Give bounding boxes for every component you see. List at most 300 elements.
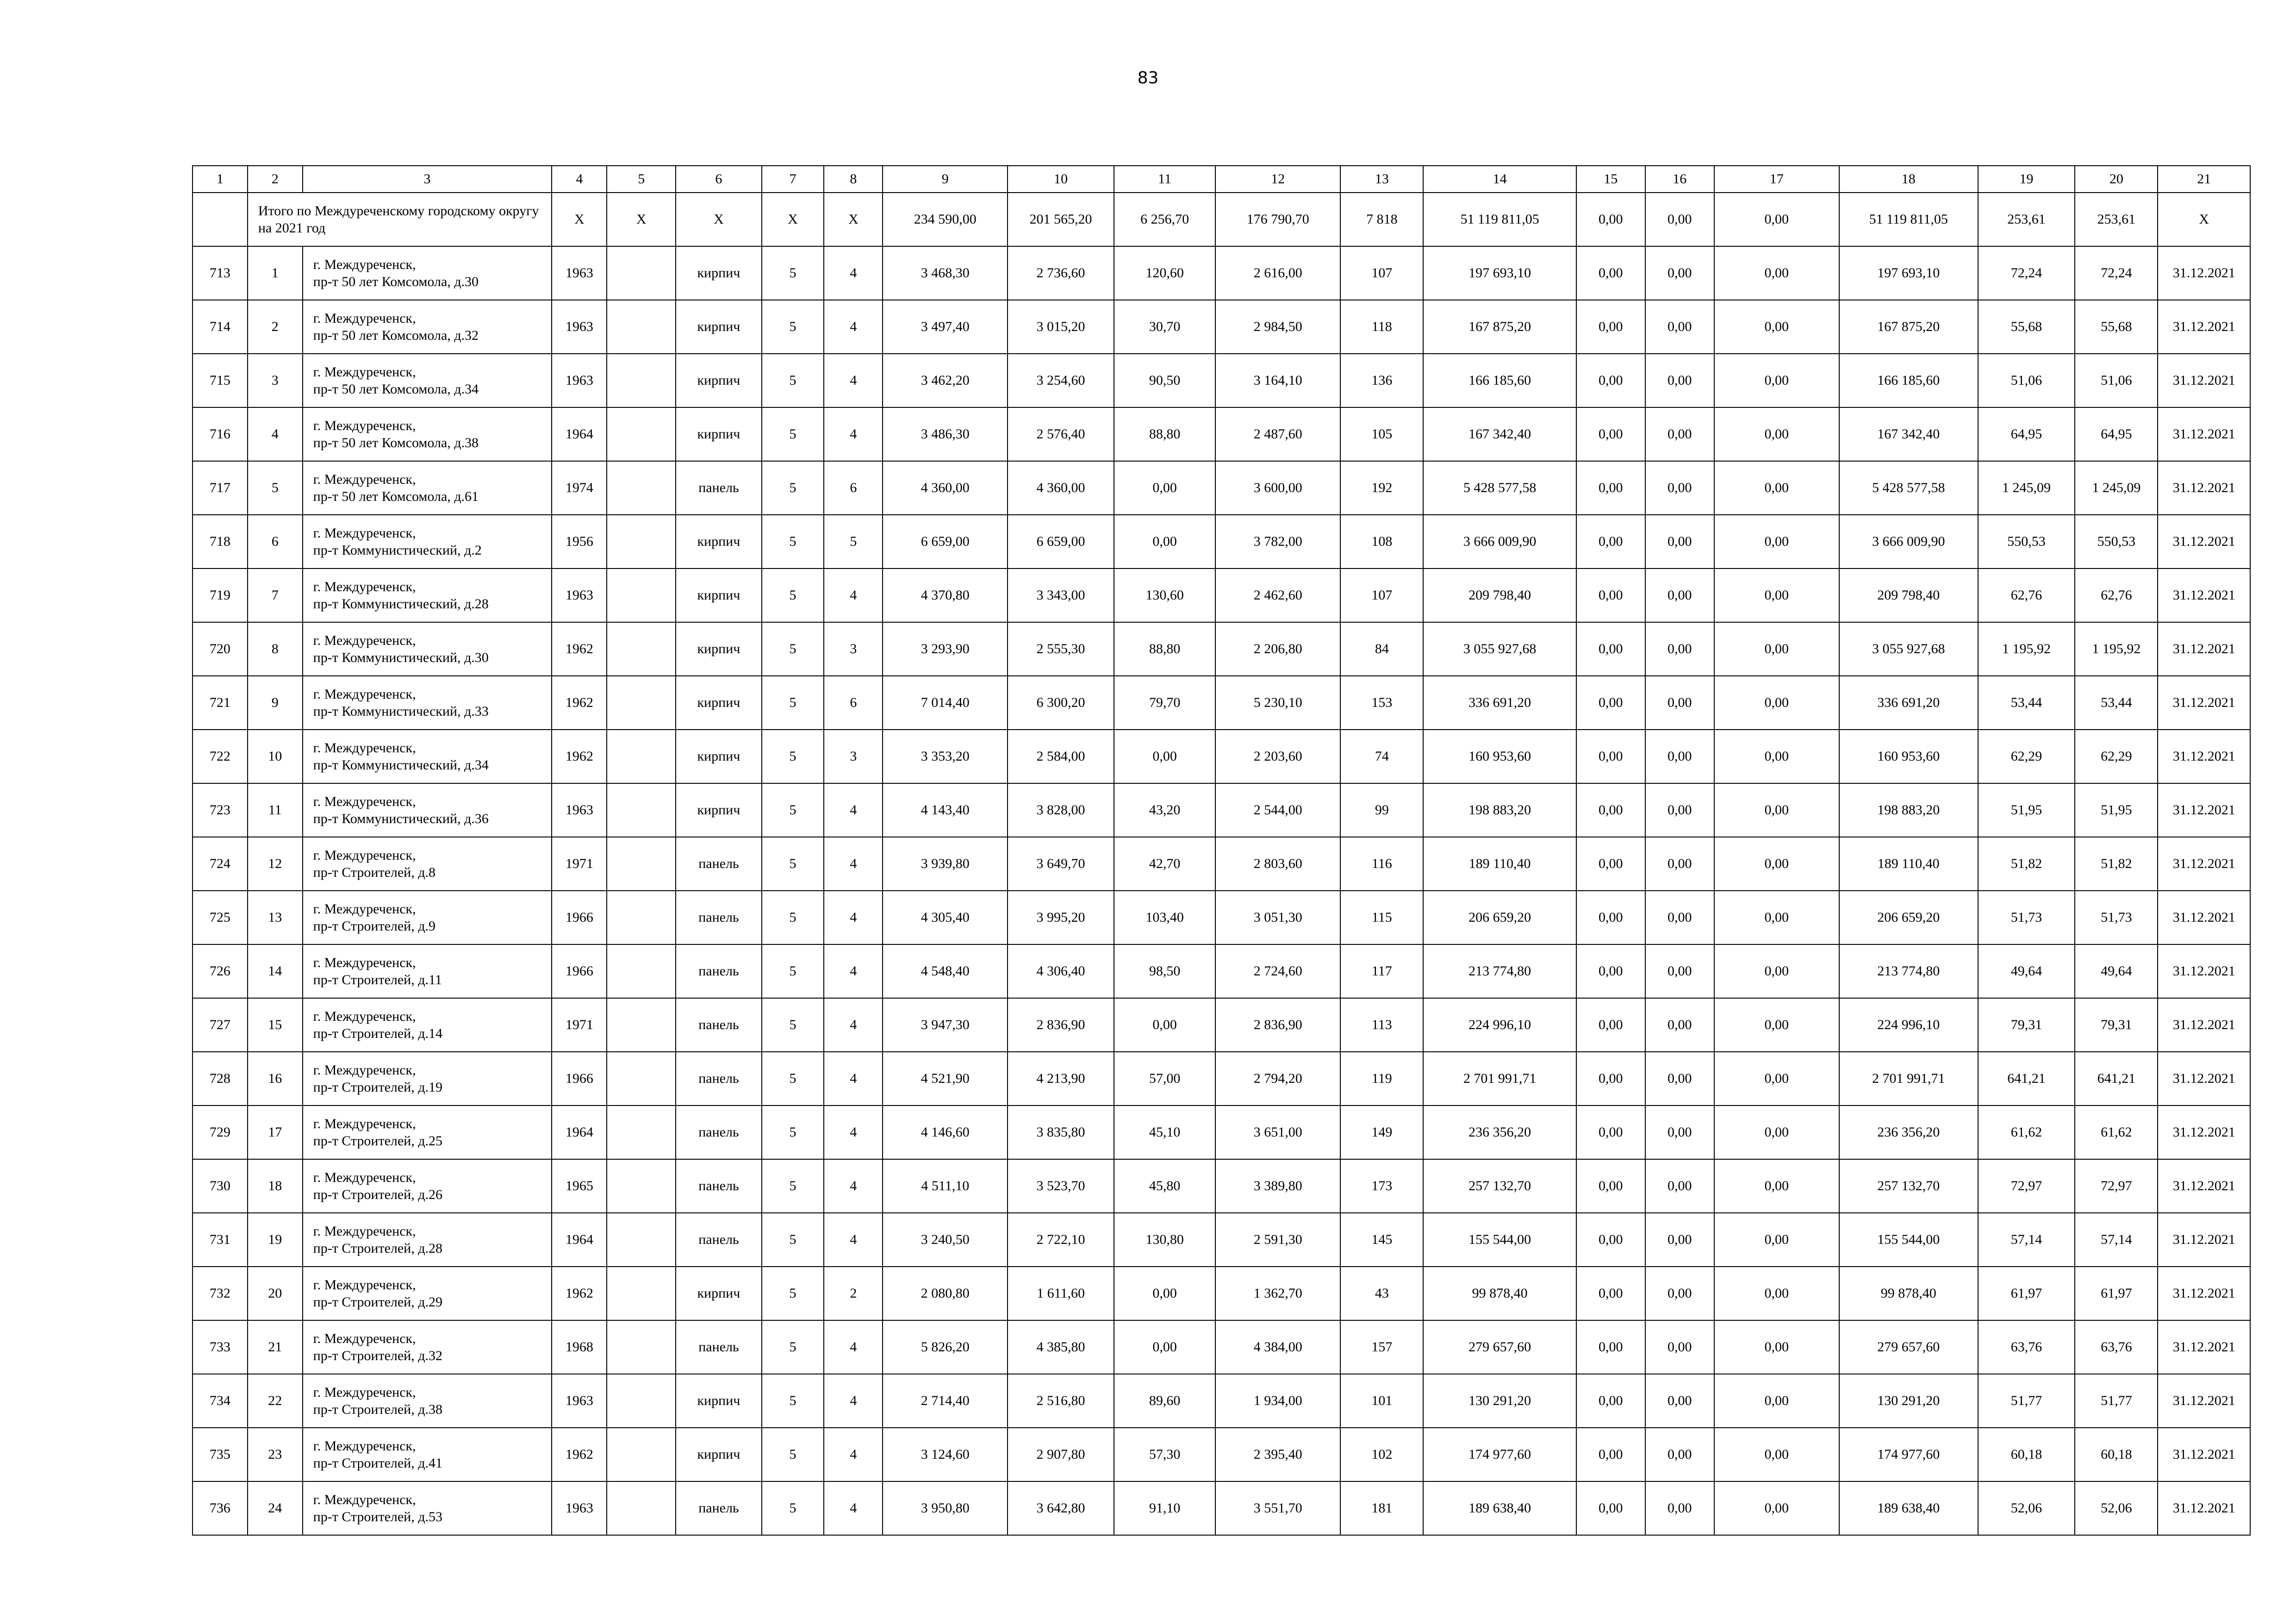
cell-col-1: 714	[193, 300, 248, 354]
cell-col-12: 3 782,00	[1215, 515, 1340, 568]
cell-col-19: 64,95	[1978, 407, 2075, 461]
cell-col-15: 0,00	[1576, 300, 1645, 354]
cell-col-17: 0,00	[1714, 730, 1839, 783]
cell-col-8: 4	[824, 300, 883, 354]
address-city: г. Междуреченск,	[313, 418, 416, 433]
cell-col-18: 236 356,20	[1839, 1106, 1978, 1159]
cell-col-21: 31.12.2021	[2158, 1428, 2250, 1481]
cell-col-5	[607, 461, 676, 515]
total-cell: 6 256,70	[1114, 193, 1216, 246]
cell-col-21: 31.12.2021	[2158, 1374, 2250, 1428]
cell-col-20: 53,44	[2075, 676, 2158, 730]
cell-col-20: 55,68	[2075, 300, 2158, 354]
cell-col-15: 0,00	[1576, 1106, 1645, 1159]
cell-col-7: 5	[762, 1374, 824, 1428]
cell-col-7: 5	[762, 1481, 824, 1535]
cell-col-14: 174 977,60	[1423, 1428, 1576, 1481]
cell-col-9: 3 947,30	[883, 998, 1008, 1052]
cell-col-19: 52,06	[1978, 1481, 2075, 1535]
cell-col-6: панель	[676, 1213, 761, 1267]
cell-col-14: 209 798,40	[1423, 568, 1576, 622]
cell-col-21: 31.12.2021	[2158, 407, 2250, 461]
total-cell: 253,61	[2075, 193, 2158, 246]
cell-col-19: 53,44	[1978, 676, 2075, 730]
cell-col-2: 11	[248, 783, 303, 837]
column-number-3: 3	[303, 166, 552, 193]
cell-col-13: 107	[1340, 568, 1423, 622]
cell-col-13: 113	[1340, 998, 1423, 1052]
cell-col-8: 6	[824, 461, 883, 515]
cell-col-13: 99	[1340, 783, 1423, 837]
cell-col-16: 0,00	[1645, 1428, 1714, 1481]
cell-col-2: 1	[248, 246, 303, 300]
cell-col-13: 84	[1340, 622, 1423, 676]
total-cell: X	[607, 193, 676, 246]
cell-col-14: 167 875,20	[1423, 300, 1576, 354]
address-city: г. Междуреченск,	[313, 1438, 416, 1454]
cell-col-5	[607, 1213, 676, 1267]
cell-col-10: 3 835,80	[1008, 1106, 1114, 1159]
cell-col-15: 0,00	[1576, 730, 1645, 783]
cell-col-1: 717	[193, 461, 248, 515]
cell-col-11: 43,20	[1114, 783, 1216, 837]
cell-col-8: 4	[824, 944, 883, 998]
cell-col-14: 5 428 577,58	[1423, 461, 1576, 515]
table-row	[193, 1052, 2250, 1106]
address-cell	[303, 837, 552, 891]
cell-col-8: 4	[824, 354, 883, 407]
cell-col-10: 3 642,80	[1008, 1481, 1114, 1535]
cell-col-1: 726	[193, 944, 248, 998]
cell-col-21: 31.12.2021	[2158, 568, 2250, 622]
cell-col-5	[607, 568, 676, 622]
address-city: г. Междуреченск,	[313, 955, 416, 970]
cell-col-15: 0,00	[1576, 1213, 1645, 1267]
cell-col-5	[607, 515, 676, 568]
cell-col-13: 101	[1340, 1374, 1423, 1428]
cell-col-13: 157	[1340, 1320, 1423, 1374]
cell-col-16: 0,00	[1645, 515, 1714, 568]
cell-col-19: 51,95	[1978, 783, 2075, 837]
cell-col-7: 5	[762, 407, 824, 461]
cell-col-20: 51,06	[2075, 354, 2158, 407]
address-city: г. Междуреченск,	[313, 471, 416, 487]
cell-col-21: 31.12.2021	[2158, 944, 2250, 998]
cell-col-15: 0,00	[1576, 1374, 1645, 1428]
cell-col-4: 1964	[552, 1213, 607, 1267]
cell-col-19: 72,24	[1978, 246, 2075, 300]
cell-col-9: 3 468,30	[883, 246, 1008, 300]
cell-col-4: 1964	[552, 1106, 607, 1159]
cell-col-2: 6	[248, 515, 303, 568]
cell-col-1: 732	[193, 1267, 248, 1320]
cell-col-16: 0,00	[1645, 568, 1714, 622]
cell-col-20: 62,29	[2075, 730, 2158, 783]
cell-col-13: 118	[1340, 300, 1423, 354]
cell-col-10: 6 300,20	[1008, 676, 1114, 730]
cell-col-4: 1963	[552, 246, 607, 300]
cell-col-4: 1962	[552, 1267, 607, 1320]
cell-col-12: 2 984,50	[1215, 300, 1340, 354]
column-number-15: 15	[1576, 166, 1645, 193]
cell-col-11: 130,60	[1114, 568, 1216, 622]
cell-col-21: 31.12.2021	[2158, 676, 2250, 730]
cell-col-9: 3 462,20	[883, 354, 1008, 407]
housing-registry-table	[192, 165, 2251, 1536]
cell-col-9: 2 714,40	[883, 1374, 1008, 1428]
column-number-6: 6	[676, 166, 761, 193]
address-street: пр-т Коммунистический, д.30	[313, 650, 489, 665]
cell-col-16: 0,00	[1645, 1106, 1714, 1159]
cell-col-4: 1956	[552, 515, 607, 568]
cell-col-4: 1962	[552, 730, 607, 783]
cell-col-1: 730	[193, 1159, 248, 1213]
cell-col-19: 63,76	[1978, 1320, 2075, 1374]
cell-col-14: 160 953,60	[1423, 730, 1576, 783]
cell-col-6: кирпич	[676, 622, 761, 676]
cell-col-4: 1963	[552, 300, 607, 354]
cell-col-4: 1966	[552, 1052, 607, 1106]
cell-col-20: 62,76	[2075, 568, 2158, 622]
cell-col-2: 3	[248, 354, 303, 407]
cell-col-11: 0,00	[1114, 515, 1216, 568]
address-street: пр-т Коммунистический, д.2	[313, 543, 482, 558]
table-row	[193, 1267, 2250, 1320]
cell-col-9: 5 826,20	[883, 1320, 1008, 1374]
address-city: г. Междуреченск,	[313, 256, 416, 272]
cell-col-11: 88,80	[1114, 407, 1216, 461]
cell-col-5	[607, 300, 676, 354]
table-row	[193, 730, 2250, 783]
cell-col-2: 18	[248, 1159, 303, 1213]
total-cell: 201 565,20	[1008, 193, 1114, 246]
cell-col-5	[607, 1106, 676, 1159]
cell-col-10: 2 555,30	[1008, 622, 1114, 676]
cell-col-18: 155 544,00	[1839, 1213, 1978, 1267]
cell-col-12: 3 389,80	[1215, 1159, 1340, 1213]
address-street: пр-т Строителей, д.41	[313, 1455, 442, 1471]
cell-col-6: панель	[676, 1481, 761, 1535]
table-row	[193, 944, 2250, 998]
total-cell: 51 119 811,05	[1423, 193, 1576, 246]
cell-col-16: 0,00	[1645, 300, 1714, 354]
address-cell	[303, 1374, 552, 1428]
cell-col-14: 224 996,10	[1423, 998, 1576, 1052]
cell-col-21: 31.12.2021	[2158, 1052, 2250, 1106]
cell-col-14: 198 883,20	[1423, 783, 1576, 837]
cell-col-5	[607, 1320, 676, 1374]
table-row	[193, 515, 2250, 568]
cell-col-14: 99 878,40	[1423, 1267, 1576, 1320]
cell-col-10: 4 306,40	[1008, 944, 1114, 998]
cell-col-20: 72,24	[2075, 246, 2158, 300]
address-street: пр-т Коммунистический, д.33	[313, 704, 489, 719]
total-cell: 51 119 811,05	[1839, 193, 1978, 246]
cell-col-11: 103,40	[1114, 891, 1216, 944]
total-cell: 234 590,00	[883, 193, 1008, 246]
cell-col-15: 0,00	[1576, 891, 1645, 944]
table-row	[193, 891, 2250, 944]
cell-col-19: 641,21	[1978, 1052, 2075, 1106]
cell-col-7: 5	[762, 730, 824, 783]
cell-col-6: панель	[676, 944, 761, 998]
cell-col-1: 719	[193, 568, 248, 622]
cell-col-21: 31.12.2021	[2158, 515, 2250, 568]
cell-col-4: 1971	[552, 998, 607, 1052]
cell-col-13: 102	[1340, 1428, 1423, 1481]
cell-col-20: 63,76	[2075, 1320, 2158, 1374]
cell-col-15: 0,00	[1576, 944, 1645, 998]
column-number-9: 9	[883, 166, 1008, 193]
cell-col-6: панель	[676, 1106, 761, 1159]
cell-col-17: 0,00	[1714, 891, 1839, 944]
cell-col-10: 2 722,10	[1008, 1213, 1114, 1267]
cell-col-15: 0,00	[1576, 1052, 1645, 1106]
cell-col-13: 181	[1340, 1481, 1423, 1535]
cell-col-11: 45,10	[1114, 1106, 1216, 1159]
cell-col-4: 1974	[552, 461, 607, 515]
cell-col-11: 91,10	[1114, 1481, 1216, 1535]
cell-col-11: 88,80	[1114, 622, 1216, 676]
table-row	[193, 354, 2250, 407]
cell-col-15: 0,00	[1576, 837, 1645, 891]
total-cell: X	[552, 193, 607, 246]
cell-col-11: 90,50	[1114, 354, 1216, 407]
cell-col-13: 107	[1340, 246, 1423, 300]
cell-col-17: 0,00	[1714, 1374, 1839, 1428]
cell-col-8: 4	[824, 1106, 883, 1159]
cell-col-8: 4	[824, 407, 883, 461]
cell-col-17: 0,00	[1714, 568, 1839, 622]
cell-col-6: кирпич	[676, 300, 761, 354]
cell-col-18: 5 428 577,58	[1839, 461, 1978, 515]
cell-col-19: 49,64	[1978, 944, 2075, 998]
cell-col-21: 31.12.2021	[2158, 1213, 2250, 1267]
cell-col-19: 62,29	[1978, 730, 2075, 783]
cell-col-13: 149	[1340, 1106, 1423, 1159]
cell-col-6: кирпич	[676, 515, 761, 568]
cell-col-16: 0,00	[1645, 1320, 1714, 1374]
cell-col-21: 31.12.2021	[2158, 1106, 2250, 1159]
cell-col-19: 1 245,09	[1978, 461, 2075, 515]
column-number-7: 7	[762, 166, 824, 193]
address-cell	[303, 1428, 552, 1481]
address-cell	[303, 730, 552, 783]
address-cell	[303, 568, 552, 622]
address-street: пр-т Строителей, д.29	[313, 1294, 442, 1310]
cell-col-11: 0,00	[1114, 998, 1216, 1052]
cell-col-9: 3 486,30	[883, 407, 1008, 461]
cell-col-20: 52,06	[2075, 1481, 2158, 1535]
column-number-1: 1	[193, 166, 248, 193]
address-street: пр-т Коммунистический, д.36	[313, 811, 489, 826]
address-city: г. Междуреченск,	[313, 686, 416, 702]
table-row	[193, 1374, 2250, 1428]
cell-col-15: 0,00	[1576, 407, 1645, 461]
cell-col-18: 3 055 927,68	[1839, 622, 1978, 676]
cell-col-13: 115	[1340, 891, 1423, 944]
cell-col-16: 0,00	[1645, 837, 1714, 891]
cell-col-2: 5	[248, 461, 303, 515]
cell-col-18: 206 659,20	[1839, 891, 1978, 944]
cell-col-4: 1963	[552, 1374, 607, 1428]
total-cell: X	[676, 193, 761, 246]
cell-col-14: 206 659,20	[1423, 891, 1576, 944]
cell-col-20: 72,97	[2075, 1159, 2158, 1213]
cell-col-16: 0,00	[1645, 354, 1714, 407]
cell-col-15: 0,00	[1576, 783, 1645, 837]
cell-col-10: 2 736,60	[1008, 246, 1114, 300]
cell-col-12: 3 051,30	[1215, 891, 1340, 944]
cell-col-5	[607, 944, 676, 998]
cell-col-6: панель	[676, 461, 761, 515]
cell-col-10: 3 015,20	[1008, 300, 1114, 354]
cell-col-7: 5	[762, 1428, 824, 1481]
cell-col-12: 3 551,70	[1215, 1481, 1340, 1535]
cell-col-7: 5	[762, 1159, 824, 1213]
cell-col-2: 21	[248, 1320, 303, 1374]
cell-col-20: 1 245,09	[2075, 461, 2158, 515]
cell-col-12: 2 206,80	[1215, 622, 1340, 676]
address-street: пр-т Строителей, д.25	[313, 1133, 442, 1149]
cell-col-6: кирпич	[676, 730, 761, 783]
cell-col-16: 0,00	[1645, 461, 1714, 515]
cell-col-14: 167 342,40	[1423, 407, 1576, 461]
cell-col-7: 5	[762, 676, 824, 730]
cell-col-2: 23	[248, 1428, 303, 1481]
cell-col-21: 31.12.2021	[2158, 622, 2250, 676]
cell-col-5	[607, 676, 676, 730]
cell-col-1: 724	[193, 837, 248, 891]
cell-col-10: 2 907,80	[1008, 1428, 1114, 1481]
column-number-5: 5	[607, 166, 676, 193]
cell-col-1: 729	[193, 1106, 248, 1159]
total-cell: 7 818	[1340, 193, 1423, 246]
cell-col-9: 4 370,80	[883, 568, 1008, 622]
address-city: г. Междуреченск,	[313, 1330, 416, 1346]
address-city: г. Междуреченск,	[313, 525, 416, 541]
cell-col-4: 1966	[552, 891, 607, 944]
address-cell	[303, 1052, 552, 1106]
table-row	[193, 1428, 2250, 1481]
table-row	[193, 1320, 2250, 1374]
cell-col-17: 0,00	[1714, 944, 1839, 998]
column-number-14: 14	[1423, 166, 1576, 193]
address-street: пр-т Строителей, д.53	[313, 1509, 442, 1524]
cell-col-14: 189 110,40	[1423, 837, 1576, 891]
cell-col-15: 0,00	[1576, 622, 1645, 676]
address-city: г. Междуреченск,	[313, 364, 416, 380]
cell-col-7: 5	[762, 461, 824, 515]
cell-col-19: 550,53	[1978, 515, 2075, 568]
cell-col-18: 99 878,40	[1839, 1267, 1978, 1320]
cell-col-15: 0,00	[1576, 354, 1645, 407]
cell-col-21: 31.12.2021	[2158, 1481, 2250, 1535]
cell-col-11: 120,60	[1114, 246, 1216, 300]
cell-col-4: 1962	[552, 1428, 607, 1481]
cell-col-7: 5	[762, 246, 824, 300]
cell-col-7: 5	[762, 1106, 824, 1159]
cell-col-19: 57,14	[1978, 1213, 2075, 1267]
cell-col-7: 5	[762, 891, 824, 944]
cell-col-6: панель	[676, 837, 761, 891]
cell-col-4: 1962	[552, 676, 607, 730]
cell-col-9: 6 659,00	[883, 515, 1008, 568]
cell-col-11: 98,50	[1114, 944, 1216, 998]
cell-col-13: 117	[1340, 944, 1423, 998]
column-number-19: 19	[1978, 166, 2075, 193]
cell-col-17: 0,00	[1714, 837, 1839, 891]
cell-col-17: 0,00	[1714, 300, 1839, 354]
cell-col-19: 51,82	[1978, 837, 2075, 891]
cell-col-20: 61,97	[2075, 1267, 2158, 1320]
cell-col-17: 0,00	[1714, 1267, 1839, 1320]
cell-col-16: 0,00	[1645, 246, 1714, 300]
table-row	[193, 837, 2250, 891]
cell-col-1: 715	[193, 354, 248, 407]
cell-col-16: 0,00	[1645, 783, 1714, 837]
cell-col-6: кирпич	[676, 783, 761, 837]
cell-col-12: 4 384,00	[1215, 1320, 1340, 1374]
cell-col-20: 1 195,92	[2075, 622, 2158, 676]
cell-col-12: 2 462,60	[1215, 568, 1340, 622]
total-cell: 0,00	[1576, 193, 1645, 246]
cell-col-19: 60,18	[1978, 1428, 2075, 1481]
cell-col-18: 166 185,60	[1839, 354, 1978, 407]
column-number-2: 2	[248, 166, 303, 193]
cell-col-5	[607, 1481, 676, 1535]
cell-col-10: 2 836,90	[1008, 998, 1114, 1052]
column-number-16: 16	[1645, 166, 1714, 193]
cell-col-5	[607, 1052, 676, 1106]
cell-col-17: 0,00	[1714, 676, 1839, 730]
cell-col-15: 0,00	[1576, 998, 1645, 1052]
table-row	[193, 568, 2250, 622]
cell-col-12: 2 203,60	[1215, 730, 1340, 783]
cell-col-20: 57,14	[2075, 1213, 2158, 1267]
cell-col-8: 4	[824, 1428, 883, 1481]
cell-col-18: 336 691,20	[1839, 676, 1978, 730]
cell-col-5	[607, 998, 676, 1052]
cell-col-10: 3 828,00	[1008, 783, 1114, 837]
total-cell: X	[2158, 193, 2250, 246]
cell-col-9: 2 080,80	[883, 1267, 1008, 1320]
cell-col-14: 197 693,10	[1423, 246, 1576, 300]
cell-col-16: 0,00	[1645, 1052, 1714, 1106]
address-street: пр-т 50 лет Комсомола, д.30	[313, 274, 479, 289]
cell-col-18: 2 701 991,71	[1839, 1052, 1978, 1106]
cell-col-19: 51,73	[1978, 891, 2075, 944]
cell-col-15: 0,00	[1576, 676, 1645, 730]
address-city: г. Междуреченск,	[313, 1008, 416, 1024]
address-city: г. Междуреченск,	[313, 901, 416, 917]
cell-col-20: 51,95	[2075, 783, 2158, 837]
cell-col-13: 173	[1340, 1159, 1423, 1213]
cell-col-17: 0,00	[1714, 461, 1839, 515]
cell-col-8: 4	[824, 783, 883, 837]
cell-col-5	[607, 246, 676, 300]
cell-col-6: кирпич	[676, 246, 761, 300]
cell-col-17: 0,00	[1714, 407, 1839, 461]
cell-col-17: 0,00	[1714, 783, 1839, 837]
column-number-20: 20	[2075, 166, 2158, 193]
address-city: г. Междуреченск,	[313, 1277, 416, 1293]
cell-col-8: 4	[824, 1052, 883, 1106]
address-city: г. Междуреченск,	[313, 847, 416, 863]
cell-col-14: 257 132,70	[1423, 1159, 1576, 1213]
cell-col-18: 3 666 009,90	[1839, 515, 1978, 568]
cell-col-12: 2 616,00	[1215, 246, 1340, 300]
